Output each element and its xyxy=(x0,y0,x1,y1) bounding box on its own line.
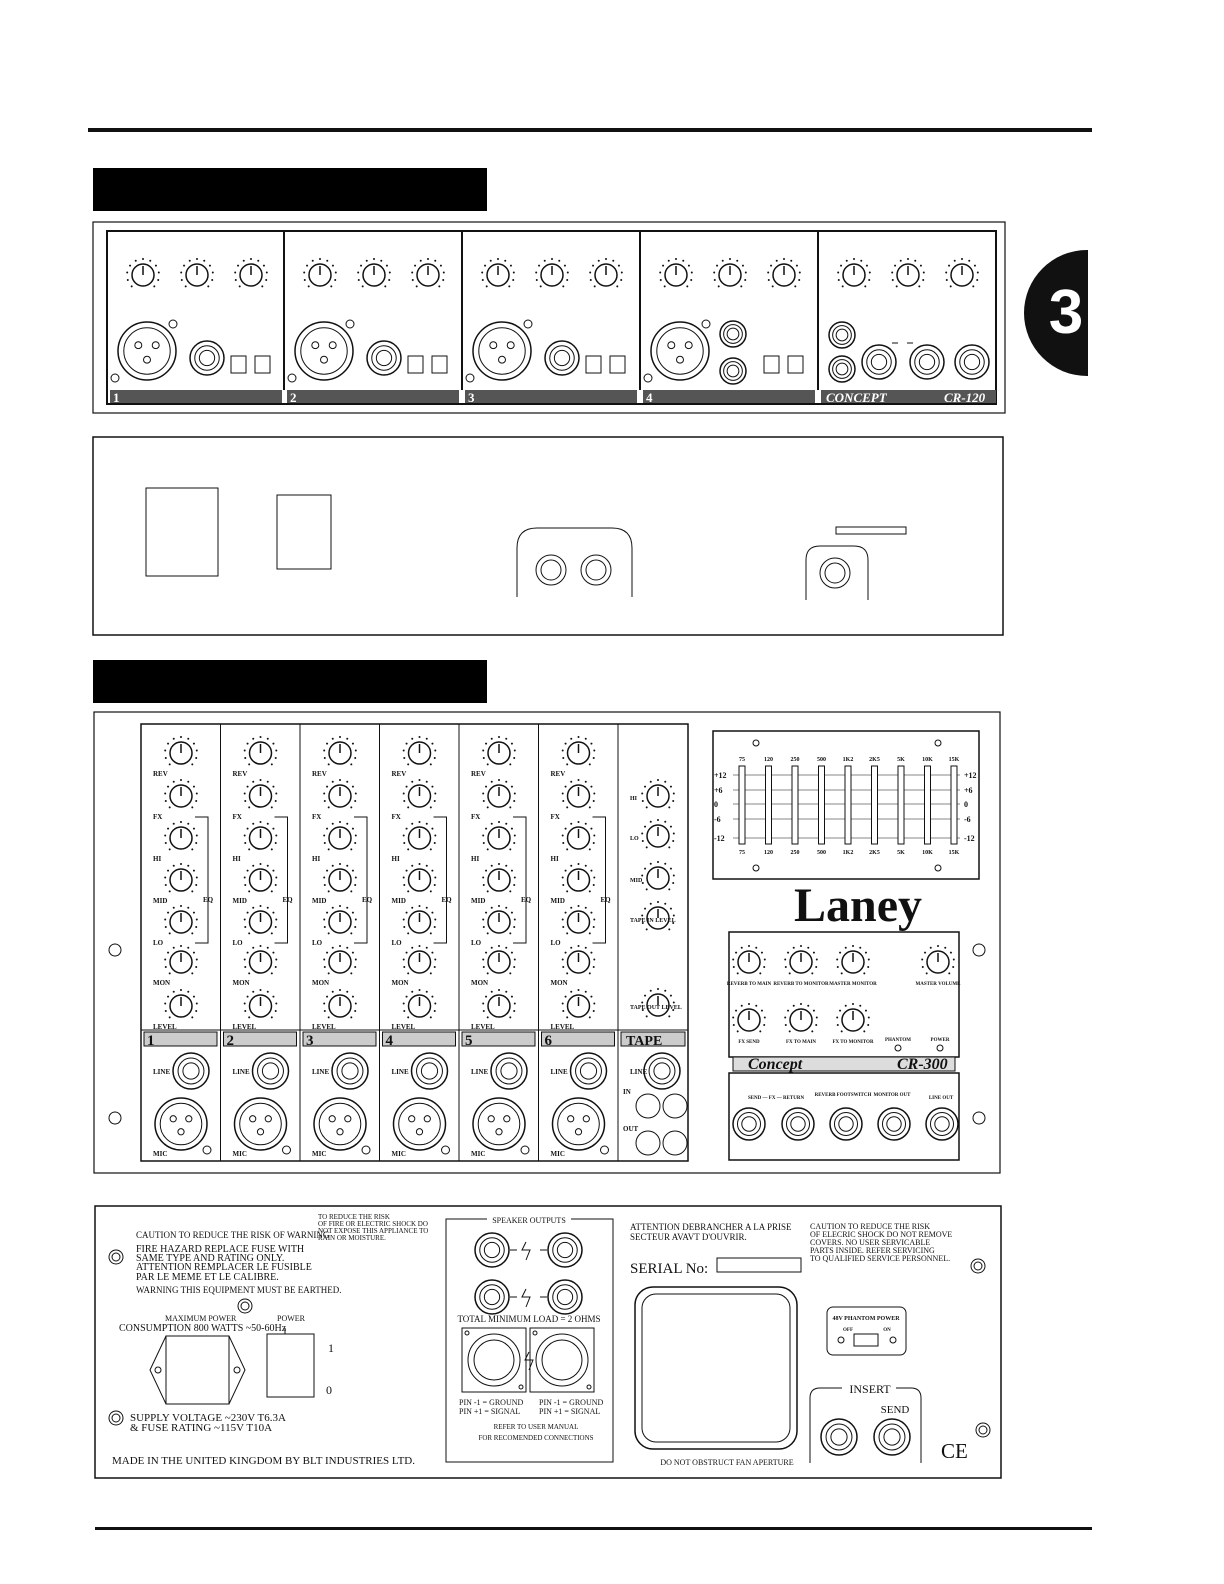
knob-label: MON xyxy=(391,979,409,987)
knob-label: LEVEL xyxy=(391,1023,416,1031)
refer-text: FOR RECOMENDED CONNECTIONS xyxy=(478,1434,594,1442)
db-label: 0 xyxy=(964,800,968,809)
switch-off-label: 0 xyxy=(326,1383,332,1397)
db-label: 0 xyxy=(714,800,718,809)
jack-label: IN xyxy=(623,1088,631,1096)
freq-label: 75 xyxy=(739,850,745,856)
knob-label: MON xyxy=(232,979,250,987)
knob-label: FX xyxy=(391,813,401,821)
channel-number: 1 xyxy=(113,390,120,405)
db-label: +6 xyxy=(714,786,723,795)
eq-label: EQ xyxy=(362,896,373,904)
led-label: POWER xyxy=(930,1038,950,1043)
eq-label: EQ xyxy=(282,896,293,904)
caution-text: PARTS INSIDE. REFER SERVICING xyxy=(810,1246,935,1255)
caution-text: COVERS. NO USER SERVICABLE xyxy=(810,1238,931,1247)
freq-label: 15K xyxy=(948,757,960,763)
channel-number: 3 xyxy=(306,1033,314,1049)
shock-text: NOT EXPOSE THIS APPLIANCE TO xyxy=(318,1227,429,1235)
total-load-text: TOTAL MINIMUM LOAD = 2 OHMS xyxy=(457,1314,601,1324)
channel-number: 6 xyxy=(544,1033,552,1049)
caution-text: CAUTION TO REDUCE THE RISK xyxy=(810,1222,931,1231)
pin-text: PIN +1 = SIGNAL xyxy=(459,1407,521,1416)
speakon-socket[interactable] xyxy=(530,1328,594,1392)
caution-text: WARNING THIS EQUIPMENT MUST BE EARTHED. xyxy=(136,1285,342,1295)
phantom-off-label: OFF xyxy=(843,1328,853,1333)
knob-label: MASTER MONITOR xyxy=(829,982,877,987)
speaker-jack[interactable] xyxy=(548,1233,582,1267)
knob-label: FX xyxy=(232,813,242,821)
knob-label: REV xyxy=(232,770,248,778)
shock-text: RAIN OR MOISTURE. xyxy=(318,1234,386,1242)
eq-label: EQ xyxy=(600,896,611,904)
freq-label: 2K5 xyxy=(869,757,880,763)
switch-on-label: 1 xyxy=(328,1341,334,1355)
jack-label: LINE xyxy=(232,1068,250,1076)
knob-label: FX xyxy=(153,813,163,821)
freq-label: 5K xyxy=(897,850,905,856)
jack-label: MIC xyxy=(153,1150,168,1158)
knob-label: FX xyxy=(312,813,322,821)
knob-label: LEVEL xyxy=(471,1023,495,1031)
freq-label: 1K2 xyxy=(842,757,854,763)
jack-label: LINE xyxy=(471,1068,489,1076)
knob-label: FX xyxy=(471,813,481,821)
freq-label: 2K5 xyxy=(869,850,880,856)
screw xyxy=(238,1299,252,1313)
knob-label: REVERB TO MONITOR xyxy=(773,982,829,987)
caution-text: OF ELECRIC SHOCK DO NOT REMOVE xyxy=(810,1230,953,1239)
knob-label: FX SEND xyxy=(738,1040,760,1045)
bolt-symbol xyxy=(522,1289,530,1307)
knob-label: LO xyxy=(630,836,639,842)
db-label: +6 xyxy=(964,786,973,795)
knob-label: MID xyxy=(391,897,406,905)
channel-number: 4 xyxy=(646,390,653,405)
knob-label: LO xyxy=(471,939,482,947)
knob-label: FX TO MONITOR xyxy=(832,1040,874,1045)
knob-label: FX TO MAIN xyxy=(785,1040,817,1045)
knob-label: REV xyxy=(550,770,566,778)
power-label: MAXIMUM POWER xyxy=(165,1314,237,1323)
knob-label: MID xyxy=(312,897,327,905)
screw xyxy=(976,1423,990,1437)
freq-label: 1K2 xyxy=(842,850,854,856)
knob-label: HI xyxy=(471,855,480,863)
mains-switch[interactable] xyxy=(267,1334,314,1397)
jack-label: LINE xyxy=(630,1068,648,1076)
caution-text: SAME TYPE AND RATING ONLY. xyxy=(136,1253,285,1264)
laney-logo: Laney xyxy=(793,879,923,932)
knob-label: LEVEL xyxy=(232,1023,257,1031)
knob-label: REV xyxy=(391,770,407,778)
freq-label: 500 xyxy=(817,757,826,763)
phantom-switch[interactable] xyxy=(854,1334,878,1346)
speaker-outputs-label: SPEAKER OUTPUTS xyxy=(492,1216,566,1225)
model-logo: CR-120 xyxy=(944,390,986,405)
knob-label: MID xyxy=(232,897,247,905)
attention-text: SECTEUR AVAVT D'OUVRIR. xyxy=(630,1232,747,1242)
knob-label: REVERB TO MAIN xyxy=(726,982,772,987)
pin-text: PIN -1 = GROUND xyxy=(539,1398,604,1407)
knob-label: MON xyxy=(550,979,568,987)
knob-label: MON xyxy=(471,979,489,987)
eq-label: EQ xyxy=(521,896,532,904)
insert-jack[interactable] xyxy=(821,1419,857,1455)
channel-number: 5 xyxy=(465,1033,473,1049)
phantom-on-label: ON xyxy=(883,1328,891,1333)
knob-label: TAPE IN LEVEL xyxy=(630,918,676,924)
phantom-panel xyxy=(827,1307,906,1355)
db-label: +12 xyxy=(714,771,727,780)
knob-label: MID xyxy=(471,897,486,905)
model-logo: CR-300 xyxy=(897,1056,948,1073)
caution-text: TO QUALIFIED SERVICE PERSONNEL. xyxy=(810,1254,951,1263)
knob-label: HI xyxy=(232,855,241,863)
speaker-jack[interactable] xyxy=(475,1233,509,1267)
shock-text: OF FIRE OR ELECTRIC SHOCK DO xyxy=(318,1220,428,1228)
freq-label: 10K xyxy=(922,757,933,763)
fan-aperture xyxy=(635,1287,797,1449)
freq-label: 250 xyxy=(790,757,800,763)
insert-panel xyxy=(810,1388,921,1463)
knob-label: HI xyxy=(312,855,321,863)
jack-label: LINE xyxy=(153,1068,171,1076)
jack-label: MIC xyxy=(471,1150,486,1158)
phantom-label: 48V PHANTOM POWER xyxy=(832,1316,900,1322)
knob-label: REV xyxy=(312,770,327,778)
freq-label: 120 xyxy=(764,757,773,763)
freq-label: 5K xyxy=(897,757,905,763)
knob-label: MON xyxy=(312,979,330,987)
supply-text: & FUSE RATING ~115V T10A xyxy=(130,1422,273,1434)
freq-label: 15K xyxy=(948,850,960,856)
speaker-jack[interactable] xyxy=(548,1280,582,1314)
supply-text: SUPPLY VOLTAGE ~230V T6.3A xyxy=(130,1412,286,1424)
channel-number: 4 xyxy=(385,1033,393,1049)
channel-number: 1 xyxy=(147,1033,155,1049)
insert-label: INSERT xyxy=(849,1382,891,1396)
db-label: +12 xyxy=(964,771,977,780)
consumption-text: CONSUMPTION 800 WATTS ~50-60Hz xyxy=(119,1323,287,1334)
brand-logo: CONCEPT xyxy=(826,390,887,405)
caution-text: ATTENTION REMPLACER LE FUSIBLE xyxy=(136,1262,312,1273)
ce-mark: CE xyxy=(941,1439,968,1463)
db-label: -12 xyxy=(714,834,725,843)
knob-label: REV xyxy=(153,770,168,778)
attention-text: ATTENTION DEBRANCHER A LA PRISE xyxy=(630,1222,792,1232)
freq-label: 500 xyxy=(817,850,826,856)
chapter-tab: 3 xyxy=(1024,250,1088,376)
jack-label: MIC xyxy=(550,1150,565,1158)
fan-note: DO NOT OBSTRUCT FAN APERTURE xyxy=(660,1458,794,1467)
knob-label: LEVEL xyxy=(153,1023,177,1031)
fuse-holder xyxy=(150,1336,245,1404)
knob-label: TAPE OUT LEVEL xyxy=(630,1005,682,1011)
channel-number: 2 xyxy=(226,1033,234,1049)
jack-label: MIC xyxy=(312,1150,327,1158)
speaker-jack[interactable] xyxy=(475,1280,509,1314)
send-jack[interactable] xyxy=(874,1419,910,1455)
jack-label: MIC xyxy=(232,1150,247,1158)
send-label: SEND xyxy=(880,1404,910,1416)
db-label: -12 xyxy=(964,834,975,843)
jack-label: MONITOR OUT xyxy=(873,1093,911,1098)
serial-label: SERIAL No: xyxy=(630,1261,709,1277)
channel-number: 3 xyxy=(468,390,475,405)
led-label: PHANTOM xyxy=(884,1038,912,1043)
eq-label: EQ xyxy=(441,896,452,904)
knob-label: MON xyxy=(153,979,171,987)
made-in-text: MADE IN THE UNITED KINGDOM BY BLT INDUSTRIES LTD. xyxy=(112,1455,416,1467)
pin-text: PIN +1 = SIGNAL xyxy=(539,1407,601,1416)
eq-label: EQ xyxy=(203,896,214,904)
caution-text: FIRE HAZARD REPLACE FUSE WITH xyxy=(136,1244,305,1255)
brand-logo: Concept xyxy=(748,1056,803,1073)
jack-label: MIC xyxy=(391,1150,406,1158)
knob-label: LO xyxy=(550,939,561,947)
screw xyxy=(109,1250,123,1264)
jack-label: LINE xyxy=(312,1068,330,1076)
shock-text: TO REDUCE THE RISK xyxy=(318,1213,390,1221)
knob-label: MID xyxy=(153,897,168,905)
jack-label: LINE OUT xyxy=(928,1096,954,1101)
knob-label: HI xyxy=(153,855,162,863)
knob-label: LEVEL xyxy=(312,1023,336,1031)
knob-label: MID xyxy=(630,878,643,884)
screw xyxy=(109,1411,123,1425)
knob-label: MASTER VOLUME xyxy=(915,982,961,987)
db-label: -6 xyxy=(714,815,721,824)
knob-label: LO xyxy=(312,939,323,947)
jack-label: OUT xyxy=(623,1125,639,1133)
power-switch-label: POWER xyxy=(277,1314,305,1323)
speakon-socket[interactable] xyxy=(462,1328,526,1392)
knob-label: LO xyxy=(232,939,243,947)
jack-label: REVERB FOOTSWITCH xyxy=(814,1093,872,1098)
knob-label: LO xyxy=(391,939,402,947)
caution-text: CAUTION TO REDUCE THE RISK OF WARNING xyxy=(136,1230,330,1240)
knob-label: HI xyxy=(630,796,638,802)
knob-label: HI xyxy=(550,855,559,863)
freq-label: 75 xyxy=(739,757,745,763)
jack-label: LINE xyxy=(550,1068,568,1076)
knob-label: HI xyxy=(391,855,400,863)
refer-text: REFER TO USER MANUAL xyxy=(493,1423,579,1431)
jack-label: SEND — FX — RETURN xyxy=(747,1096,805,1101)
pin-text: PIN -1 = GROUND xyxy=(459,1398,524,1407)
knob-label: MID xyxy=(550,897,565,905)
serial-box xyxy=(717,1258,801,1272)
db-label: -6 xyxy=(964,815,971,824)
screw xyxy=(971,1259,985,1273)
knob-label: LEVEL xyxy=(550,1023,575,1031)
freq-label: 120 xyxy=(764,850,773,856)
freq-label: 10K xyxy=(922,850,933,856)
jack-label: LINE xyxy=(391,1068,409,1076)
caution-text: PAR LE MEME ET LE CALIBRE. xyxy=(136,1272,279,1283)
freq-label: 250 xyxy=(790,850,800,856)
knob-label: LO xyxy=(153,939,164,947)
knob-label: FX xyxy=(550,813,560,821)
channel-number: 2 xyxy=(290,390,297,405)
bolt-symbol xyxy=(522,1242,530,1260)
knob-label: REV xyxy=(471,770,486,778)
tape-label: TAPE xyxy=(626,1034,663,1049)
